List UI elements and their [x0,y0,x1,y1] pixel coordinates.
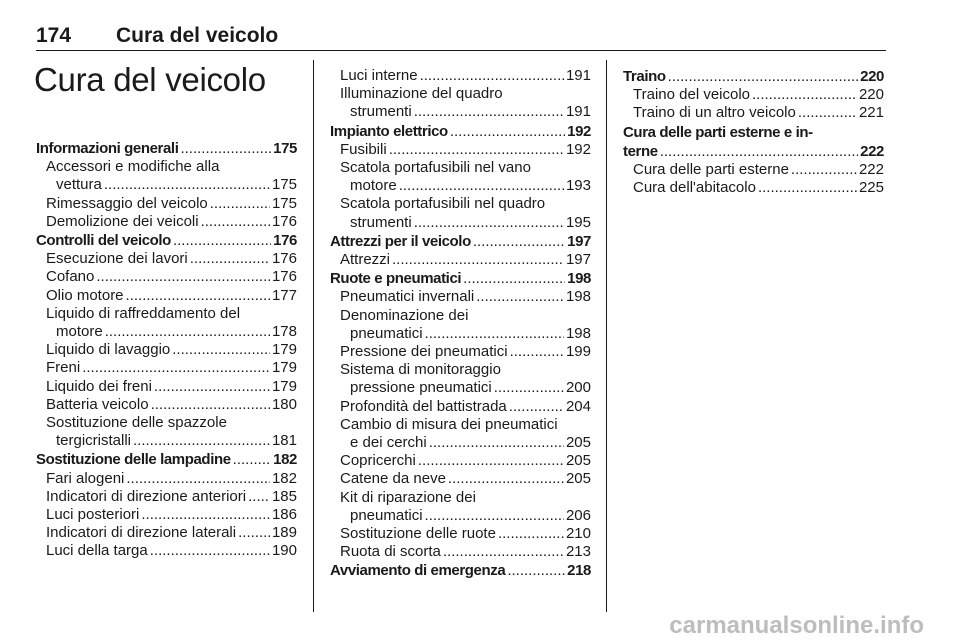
toc-page-number: 175 [271,194,297,212]
dot-leader [425,325,564,343]
dot-leader [798,104,857,122]
toc-column-2 [330,67,591,581]
toc-page-number: 192 [565,140,591,158]
dot-leader [758,179,857,197]
toc-page-number: 198 [565,288,591,306]
toc-page-number: 218 [567,562,591,580]
toc-entry[interactable] [330,67,591,85]
toc-entry-title: Fari alogeni [46,469,125,487]
toc-entry-title: Cofano [46,268,95,286]
toc-entry[interactable] [330,325,591,343]
dot-leader [429,434,564,452]
toc-entry[interactable] [330,543,591,561]
toc-section-entry[interactable] [623,68,884,86]
toc-page-number: 175 [271,176,297,194]
dot-leader [418,452,564,470]
toc-entry-title: motore [350,177,397,195]
toc-section-entry[interactable] [36,232,297,250]
toc-page-number: 213 [565,543,591,561]
dot-leader [96,268,270,286]
toc-page-number: 221 [858,104,884,122]
dot-leader [443,543,564,561]
toc-entry[interactable] [36,470,297,488]
toc-page-number: 186 [271,506,297,524]
toc-entry[interactable] [36,432,297,450]
toc-page-number: 220 [860,68,884,85]
toc-entry[interactable] [623,86,884,104]
toc-entry-title: Attrezzi [340,251,391,269]
toc-entry-title: Catene da neve [340,470,446,488]
toc-section-entry[interactable] [330,562,591,580]
toc-page-number: 179 [271,377,297,395]
dot-leader [105,323,270,341]
dot-leader [210,195,270,213]
toc-section-entry[interactable] [330,270,591,288]
dot-leader [498,525,564,543]
toc-entry[interactable] [36,542,297,560]
toc-page-number: 189 [271,524,297,542]
toc-entry[interactable] [36,396,297,414]
toc-entry[interactable] [36,195,297,213]
column-divider-1 [313,60,314,612]
dot-leader [507,562,565,580]
dot-leader [509,398,564,416]
toc-entry-title: Traino di un altro veicolo [633,104,796,122]
toc-section-entry[interactable] [36,451,297,469]
toc-entry-title: Informazioni generali [36,140,179,157]
toc-entry[interactable] [36,323,297,341]
toc-entry[interactable] [330,141,591,159]
toc-entry-title: Ruota di scorta [340,543,441,561]
dot-leader [668,68,859,86]
toc-entry[interactable] [36,524,297,542]
toc-page-number: 181 [271,432,297,450]
toc-entry-label: Liquido di raffreddamento del [46,304,241,322]
toc-entry-title: motore [56,323,103,341]
toc-entry-label: Sistema di monitoraggio [340,361,501,379]
dot-leader [448,470,564,488]
toc-page-number: 176 [271,268,297,286]
dot-leader [104,176,270,194]
toc-entry[interactable] [330,379,591,397]
dot-leader [399,177,564,195]
toc-page-number: 205 [565,470,591,488]
dot-leader [414,103,564,121]
dot-leader [150,542,270,560]
header-rule [36,50,886,51]
toc-entry-label: Denominazione dei [340,306,469,324]
toc-entry-label: Scatola portafusibili nel quadro [340,195,546,213]
toc-page-number: 220 [858,86,884,104]
toc-entry-title: Sostituzione delle lampadine [36,451,231,469]
toc-entry-title: Rimessaggio del veicolo [46,194,208,212]
toc-page-number: 191 [565,67,591,84]
toc-page-number: 193 [565,177,591,195]
toc-page-number: 225 [858,179,884,197]
dot-leader [190,250,270,268]
toc-entry-title: Copricerchi [340,452,416,470]
toc-page-number: 178 [271,323,297,341]
dot-leader [476,288,564,306]
dot-leader [180,140,271,158]
toc-entry-title: strumenti [350,213,412,231]
toc-entry-label: Cura delle parti esterne e in- [623,123,813,141]
toc-entry[interactable] [36,213,297,231]
toc-entry[interactable] [36,378,297,396]
toc-page-number: 198 [565,324,591,342]
toc-entry[interactable] [36,359,297,377]
dot-leader [420,67,564,85]
toc-entry-title: Cura dell'abitacolo [633,179,756,197]
toc-entry-title: Pneumatici invernali [340,288,475,306]
toc-entry-title: Impianto elettrico [330,122,448,140]
toc-entry[interactable] [36,287,297,305]
toc-entry-label: Cambio di misura dei pneumatici [340,415,558,433]
dot-leader [791,161,857,179]
dot-leader [510,343,564,361]
toc-page-number: 176 [271,250,297,268]
toc-entry[interactable] [330,434,591,452]
toc-entry-title: pneumatici [350,506,423,524]
toc-entry-title: Liquido dei freni [46,377,152,395]
toc-entry-title: Olio motore [46,286,124,304]
toc-entry[interactable] [330,398,591,416]
dot-leader [389,141,564,159]
toc-page-number: 192 [567,122,591,140]
toc-page-number: 222 [858,161,884,179]
toc-entry-label: Illuminazione del quadro [340,85,503,103]
toc-entry-title: Luci posteriori [46,506,140,524]
toc-section-entry[interactable] [36,140,297,158]
toc-entry[interactable] [330,177,591,195]
toc-entry-title: strumenti [350,103,412,121]
toc-entry[interactable] [623,179,884,197]
toc-entry-label: Sostituzione delle spazzole [46,414,227,432]
toc-entry-title: vettura [56,176,102,194]
toc-entry[interactable] [36,268,297,286]
dot-leader [494,379,564,397]
toc-entry-title: Esecuzione dei lavori [46,250,188,268]
toc-page-number: 205 [565,452,591,470]
toc-entry-title: tergicristalli [56,432,132,450]
dot-leader [172,341,270,359]
toc-entry[interactable] [330,343,591,361]
toc-entry-title: Avviamento di emergenza [330,562,506,580]
toc-page-number: 175 [273,140,297,157]
toc-entry-title: pneumatici [350,324,423,342]
toc-page-number: 197 [567,232,591,250]
toc-page-number: 200 [565,379,591,397]
toc-entry[interactable] [330,507,591,525]
toc-page-number: 206 [565,506,591,524]
toc-entry[interactable] [623,104,884,122]
toc-page-number: 176 [271,212,297,230]
toc-entry[interactable] [330,103,591,121]
toc-entry-title: Freni [46,359,81,377]
toc-entry-title: Indicatori di direzione laterali [46,524,237,542]
toc-page-number: 195 [565,213,591,231]
toc-entry[interactable] [330,288,591,306]
toc-entry[interactable] [330,525,591,543]
running-title: Cura del veicolo [116,24,279,47]
toc-entry-title: Attrezzi per il veicolo [330,232,471,250]
toc-page-number: 198 [567,270,591,288]
toc-entry-label: Scatola portafusibili nel vano [340,159,531,177]
dot-leader [173,232,271,250]
toc-entry-title: Traino [623,68,666,85]
toc-page-number: 191 [565,103,591,121]
toc-entry[interactable] [36,341,297,359]
toc-entry-title: Luci interne [340,67,418,84]
toc-entry-title: e dei cerchi [350,434,427,452]
toc-section-entry[interactable] [330,233,591,251]
toc-entry-title: Demolizione dei veicoli [46,212,199,230]
dot-leader [450,123,565,141]
toc-entry[interactable] [330,251,591,269]
toc-entry[interactable] [330,470,591,488]
dot-leader [126,287,270,305]
watermark: carmanualsonline.info [669,612,924,639]
toc-entry[interactable] [36,506,297,524]
column-divider-2 [606,60,607,612]
dot-leader [425,507,564,525]
toc-page-number: 176 [273,232,297,250]
dot-leader [248,488,270,506]
toc-entry-title: Pressione dei pneumatici [340,343,508,361]
dot-leader [752,86,857,104]
chapter-title: Cura del veicolo [34,61,266,98]
toc-entry-title: Batteria veicolo [46,395,149,413]
dot-leader [238,524,270,542]
toc-entry[interactable] [330,214,591,232]
toc-entry[interactable] [36,488,297,506]
page-number: 174 [36,24,72,47]
toc-entry[interactable] [623,161,884,179]
toc-section-entry[interactable] [623,143,884,161]
dot-leader [414,214,564,232]
toc-page-number: 179 [271,341,297,359]
toc-entry-title: Profondità del battistrada [340,397,507,415]
toc-page-number: 182 [273,451,297,469]
toc-entry-title: Indicatori di direzione anteriori [46,487,247,505]
toc-entry[interactable] [36,176,297,194]
toc-page-number: 222 [860,142,884,160]
toc-column-3 [623,67,884,197]
toc-entry-title: pressione pneumatici [350,379,492,397]
toc-page-number: 197 [565,251,591,269]
toc-page-number: 199 [565,343,591,361]
toc-entry-label: Accessori e modifiche alla [46,158,220,176]
toc-page-number: 179 [271,359,297,377]
toc-page-number: 205 [565,434,591,452]
toc-column-1 [36,139,297,561]
toc-page-number: 204 [565,397,591,415]
dot-leader [392,251,564,269]
toc-page-number: 180 [271,395,297,413]
dot-leader [151,396,270,414]
toc-entry-title: Sostituzione delle ruote [340,525,496,543]
dot-leader [154,378,270,396]
toc-page-number: 177 [271,286,297,304]
toc-page-number: 210 [565,525,591,543]
toc-entry-title: Ruote e pneumatici [330,270,462,288]
toc-entry-title: Cura delle parti esterne [633,161,789,179]
toc-entry-title: Controlli del veicolo [36,232,171,250]
toc-entry-title: terne [623,142,658,160]
toc-entry-title: Traino del veicolo [633,86,751,104]
toc-page-number: 190 [271,542,297,560]
toc-entry-title: Fusibili [340,140,387,158]
dot-leader [473,233,565,251]
toc-page-number: 182 [271,469,297,487]
toc-entry-title: Liquido di lavaggio [46,341,171,359]
dot-leader [82,359,270,377]
dot-leader [141,506,270,524]
dot-leader [233,451,272,469]
toc-section-entry[interactable] [330,123,591,141]
toc-entry-title: Luci della targa [46,542,148,560]
dot-leader [201,213,270,231]
dot-leader [463,270,565,288]
toc-entry[interactable] [36,250,297,268]
toc-page-number: 185 [271,487,297,505]
dot-leader [660,143,858,161]
toc-entry-label: Kit di riparazione dei [340,488,476,506]
toc-entry[interactable] [330,452,591,470]
dot-leader [126,470,270,488]
page-header [36,24,886,48]
dot-leader [133,432,270,450]
